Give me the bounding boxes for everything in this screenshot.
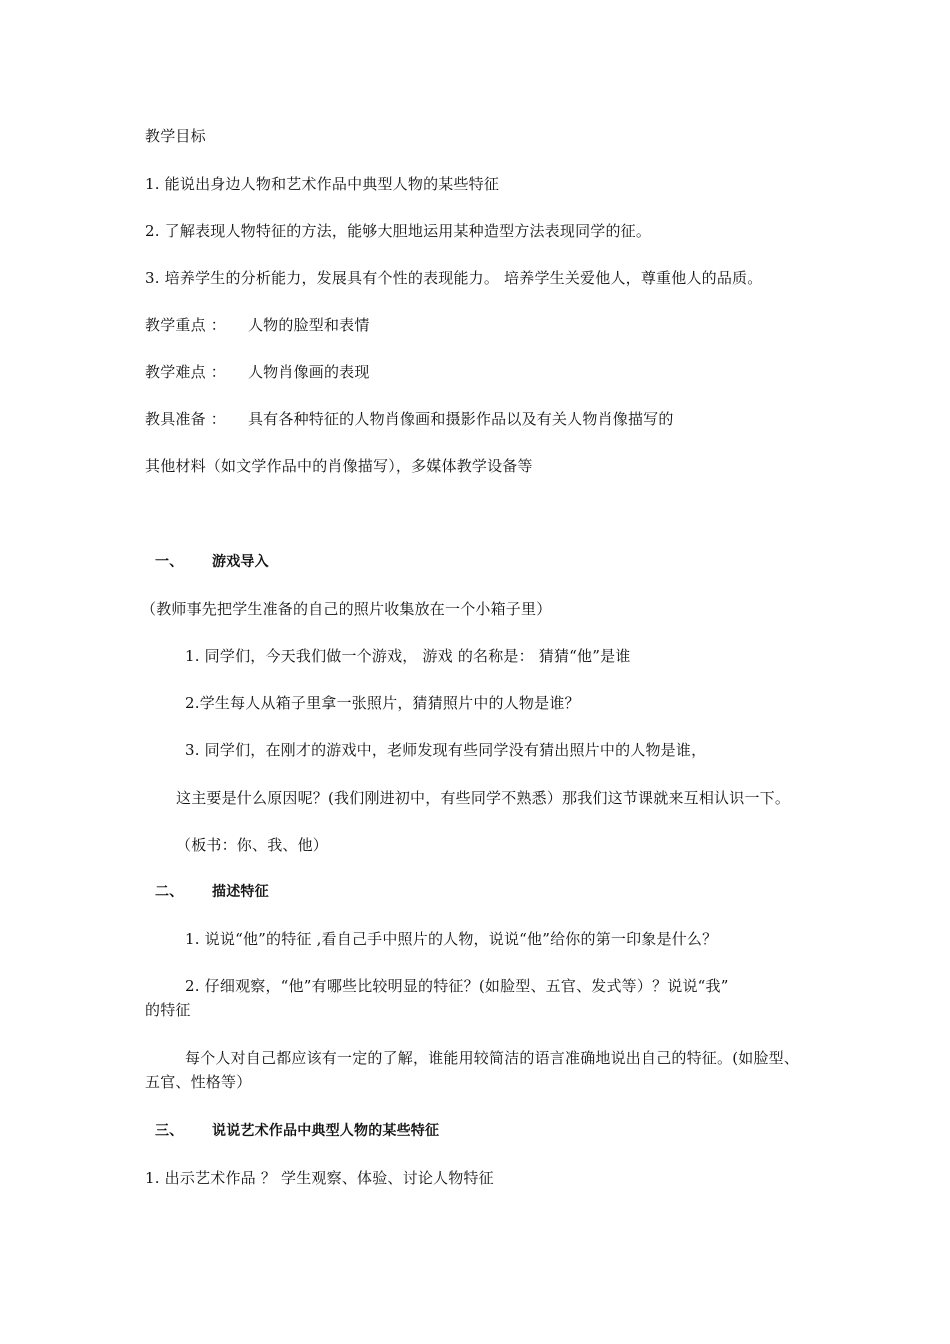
section3-item-1: 1. 出示艺术作品 ？ 学生观察、体验、讨论人物特征 bbox=[145, 1169, 494, 1187]
section1-note: （教师事先把学生准备的自己的照片收集放在一个小箱子里） bbox=[141, 600, 552, 618]
materials-label: 教具准备 ： bbox=[145, 410, 226, 428]
difficulty-value: 人物肖像画的表现 bbox=[247, 363, 370, 381]
section1-number: 一、 bbox=[155, 554, 184, 570]
section2-item-2-line1: 2. 仔细观察，“他”有哪些比较明显的特征？(如脸型、五官、发式等）？说说“我” bbox=[185, 977, 729, 995]
materials-continuation: 其他材料（如文学作品中的肖像描写），多媒体教学设备等 bbox=[145, 457, 533, 475]
section2-item-2-line2: 的特征 bbox=[145, 1001, 191, 1019]
section2-title: 描述特征 bbox=[212, 884, 269, 900]
section1-heading bbox=[155, 552, 269, 572]
section3-title: 说说艺术作品中典型人物的某些特征 bbox=[212, 1123, 440, 1139]
difficulty-label: 教学难点 ： bbox=[145, 363, 226, 381]
section1-board-note: （板书：你、我、他） bbox=[176, 836, 329, 854]
section2-heading bbox=[155, 882, 269, 902]
section1-item-1: 1. 同学们，今天我们做一个游戏， 游戏 的名称是： 猜猜“他”是谁 bbox=[185, 647, 631, 665]
objectives-title: 教学目标 bbox=[145, 127, 206, 145]
section2-paragraph-line2: 五官、性格等） bbox=[145, 1073, 252, 1091]
section1-continuation: 这主要是什么原因呢？(我们刚进初中，有些同学不熟悉）那我们这节课就来互相认识一下。 bbox=[176, 789, 791, 807]
objective-item-1: 1. 能说出身边人物和艺术作品中典型人物的某些特征 bbox=[145, 175, 500, 193]
objective-item-2: 2. 了解表现人物特征的方法，能够大胆地运用某种造型方法表现同学的征。 bbox=[145, 222, 652, 240]
difficulty-row bbox=[145, 362, 370, 382]
section2-number: 二、 bbox=[155, 884, 184, 900]
section3-number: 三、 bbox=[155, 1123, 184, 1139]
key-point-row bbox=[145, 315, 370, 335]
section1-item-2: 2.学生每人从箱子里拿一张照片，猜猜照片中的人物是谁？ bbox=[185, 694, 580, 712]
key-point-value: 人物的脸型和表情 bbox=[247, 316, 370, 334]
objective-item-3: 3. 培养学生的分析能力，发展具有个性的表现能力。 培养学生关爱他人，尊重他人的品质。 bbox=[145, 269, 763, 287]
key-point-label: 教学重点 ： bbox=[145, 316, 226, 334]
section2-paragraph-line1: 每个人对自己都应该有一定的了解，谁能用较简洁的语言准确地说出自己的特征。(如脸型、 bbox=[185, 1049, 800, 1067]
section3-heading bbox=[155, 1121, 439, 1141]
materials-row bbox=[145, 409, 674, 429]
section2-item-1: 1. 说说“他”的特征 ,看自己手中照片的人物，说说“他”给你的第一印象是什么？ bbox=[185, 930, 718, 948]
section1-item-3: 3. 同学们，在刚才的游戏中，老师发现有些同学没有猜出照片中的人物是谁， bbox=[185, 741, 707, 759]
section1-title: 游戏导入 bbox=[212, 554, 269, 570]
materials-value: 具有各种特征的人物肖像画和摄影作品以及有关人物肖像描写的 bbox=[247, 410, 674, 428]
